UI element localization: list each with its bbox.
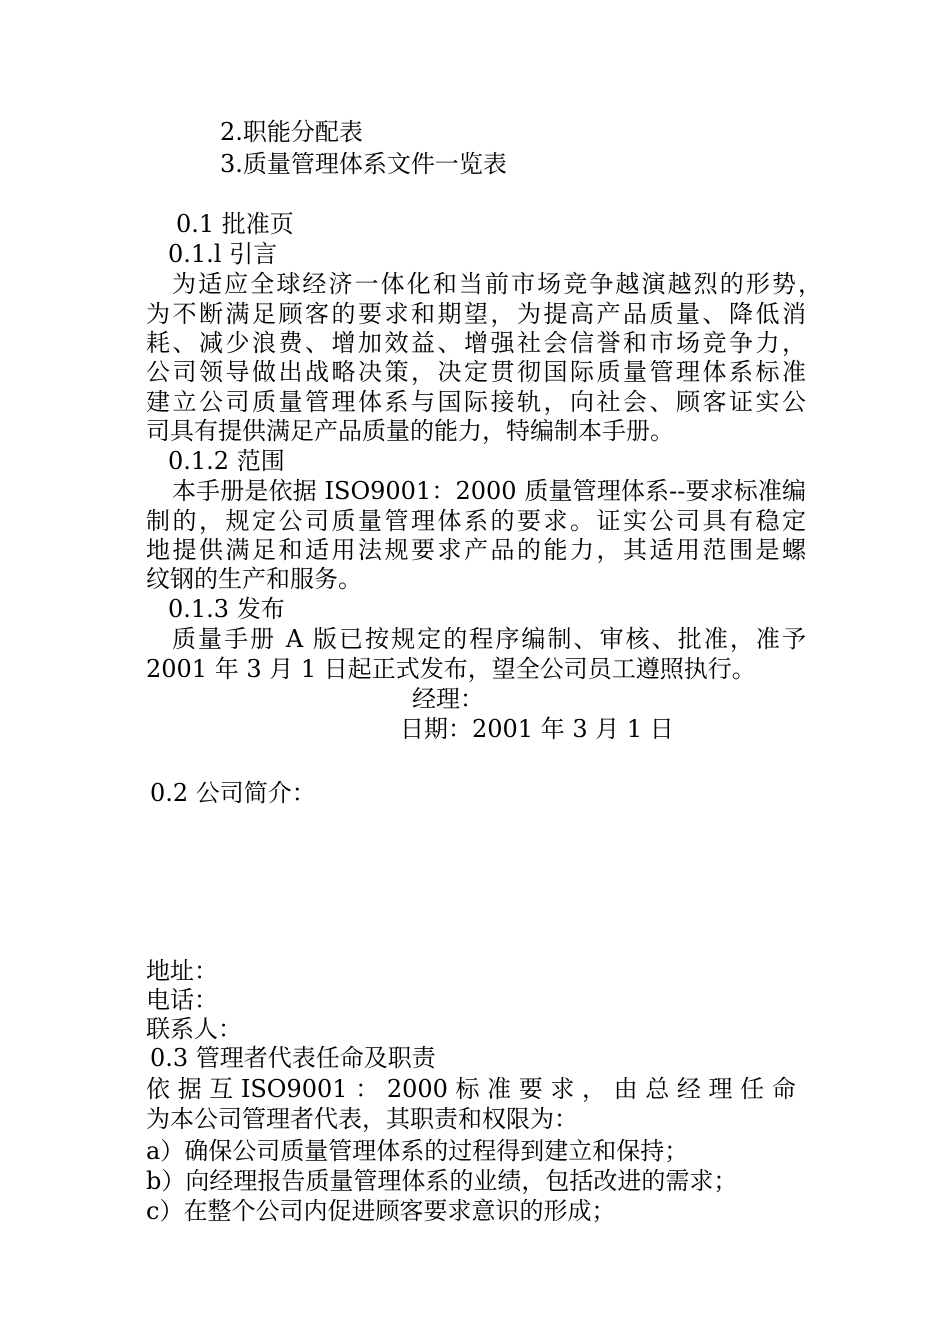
intro-line: 公司领导做出战略决策，决定贯彻国际质量管理体系标准 [146,358,806,386]
section-0-2-title: 0.2 公司简介： [150,779,316,807]
section-0-1-3-title: 0.1.3 发布 [168,595,285,623]
address-label: 地址： [146,957,218,985]
scope-line: 本手册是依据 ISO9001：2000 质量管理体系--要求标准编 [172,477,806,505]
section-0-1-1-title: 0.1.l 引言 [168,240,278,268]
section-0-1-2-title: 0.1.2 范围 [168,447,285,475]
scope-line: 纹钢的生产和服务。 [146,565,362,593]
toc-item-2: 2.职能分配表 [220,118,363,146]
duty-item-b: b）向经理报告质量管理体系的业绩，包括改进的需求； [146,1167,738,1195]
contact-label: 联系人： [146,1015,242,1043]
duty-item-c: c）在整个公司内促进顾客要求意识的形成； [146,1197,616,1225]
intro-line: 耗、减少浪费、增加效益、增强社会信誉和市场竞争力， [146,329,806,357]
release-date: 日期：2001 年 3 月 1 日 [400,715,674,743]
appointment-line: 为本公司管理者代表，其职责和权限为： [146,1105,578,1133]
release-line: 2001 年 3 月 1 日起正式发布，望全公司员工遵照执行。 [146,655,756,683]
intro-line: 司具有提供满足产品质量的能力，特编制本手册。 [146,417,674,445]
intro-line: 为适应全球经济一体化和当前市场竞争越演越烈的形势， [172,270,822,298]
intro-line: 建立公司质量管理体系与国际接轨，向社会、顾客证实公 [146,388,806,416]
duty-item-a: a）确保公司质量管理体系的过程得到建立和保持； [146,1137,689,1165]
phone-label: 电话： [146,986,218,1014]
manager-signature-label: 经理： [412,685,484,713]
release-line: 质量手册 A 版已按规定的程序编制、审核、批准，准予 [172,625,806,653]
scope-line: 地提供满足和适用法规要求产品的能力，其适用范围是螺 [146,536,806,564]
section-0-1-title: 0.1 批准页 [176,210,294,238]
section-0-3-title: 0.3 管理者代表任命及职责 [150,1044,436,1072]
appointment-line: 依 据 互 ISO9001 ： 2000 标 准 要 求 ， 由 总 经 理 任 命 [146,1075,796,1103]
scope-line: 制的，规定公司质量管理体系的要求。证实公司具有稳定 [146,507,806,535]
intro-line: 为不断满足顾客的要求和期望，为提高产品质量、降低消 [146,300,806,328]
toc-item-3: 3.质量管理体系文件一览表 [220,150,507,178]
